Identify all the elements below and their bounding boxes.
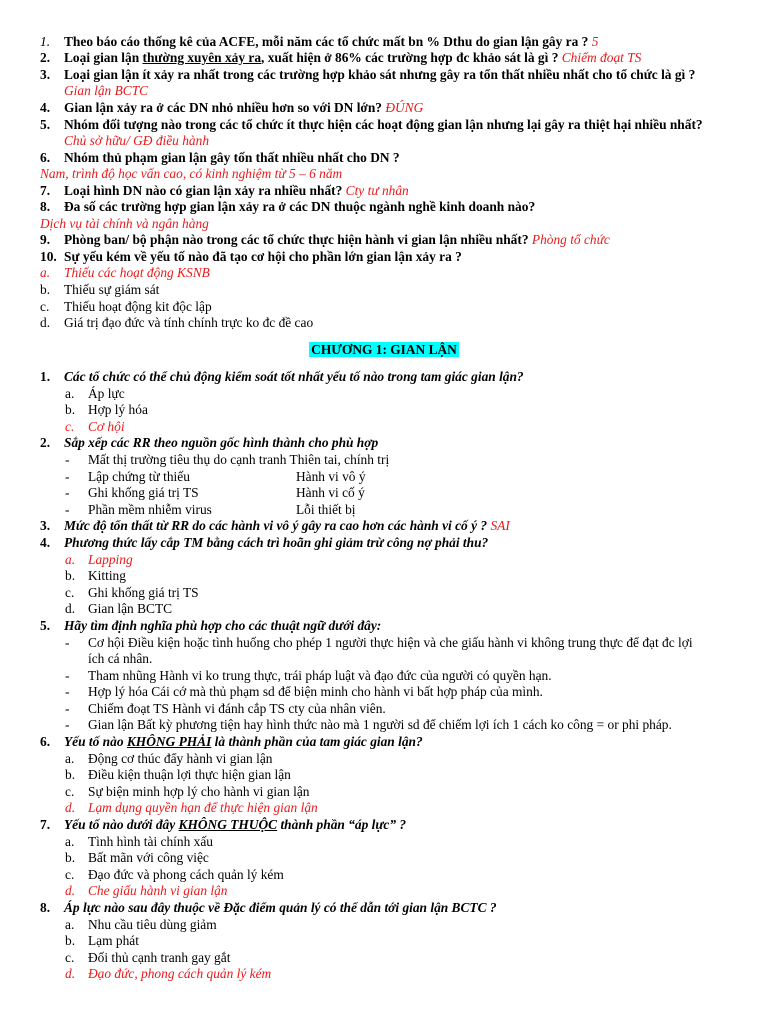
option-text: Lạm dụng quyền hạn để thực hiện gian lận	[88, 800, 318, 815]
question-text: Sắp xếp các RR theo nguồn gốc hình thành cho phù hợp	[64, 435, 379, 450]
item-number: 1.	[40, 369, 51, 384]
option-text: Sự biện minh hợp lý cho hành vi gian lận	[88, 784, 310, 799]
option-letter: a.	[65, 751, 75, 766]
definition-text: Gian lận Bất kỳ phương tiện hay hình thức nào mà 1 người sd để chiếm lợi ích 1 cách ko công = or phi pháp.	[88, 717, 672, 732]
option-letter: d.	[65, 601, 76, 616]
intro-item-3-answer	[64, 83, 148, 99]
question-text: Hãy tìm định nghĩa phù hợp cho các thuật ngữ dưới đây:	[64, 618, 382, 633]
item-number: 5.	[40, 618, 51, 633]
option-text: Áp lực	[88, 386, 125, 401]
question-text: là thành phần của tam giác gian lận?	[211, 734, 423, 749]
item-number: 7.	[40, 183, 51, 198]
item-number: 7.	[40, 817, 51, 832]
item-number: 3.	[40, 518, 51, 533]
question-text: Loại gian lận	[64, 50, 143, 65]
document-page: 1. Theo báo cáo thống kê của ACFE, mỗi năm các tổ chức mất bn % Dthu do gian lận gây ra ? 5 2. Loại gian lận thường xuyên xảy ra, xuất hiện ở 86% các trường hợp đc khảo sát là gì ? Chiếm đoạt TS 3. Loại gian lận ít xảy ra nhất trong các trường hợp khảo sát nhưng gây ra tổn thất nhiều nhất cho tổ chức là gì ? Gian lận BCTC 4. Gian lận xảy ra ở các DN nhỏ nhiều hơn so với DN lớn? ĐÚNG 5. Nhóm đối tượng nào trong các tổ chức ít thực hiện các hoạt động gian lận nhưng lại gây ra thiệt hại nhiều nhất? Chủ sở hữu/ GĐ điều hành 6. Nhóm thủ phạm gian lận gây tốn thất nhiều nhất cho DN ? Nam, trình độ học vấn cao, có kinh nghiệm từ 5 – 6 năm 7. Loại hình DN nào có gian lận xảy ra nhiều nhất? Cty tư nhân 8. Đa số các trường hợp gian lận xảy ra ở các DN thuộc ngành nghề kinh doanh nào? Dịch vụ tài chính và ngân hàng 9. Phòng ban/ bộ phận nào trong các tổ chức thực hiện hành vi gian lận nhiều nhất? Phòng tổ chức 10. Sự yếu kém về yếu tố nào đã tạo cơ hội cho phần lớn gian lận xảy ra ? a. Thiếu các hoạt động KSNB b. Thiếu sự giám sát c. Thiếu hoạt động kit độc lập d. Giá trị đạo đức và tính chính trực ko đc đề cao CHƯƠNG 1: GIAN LẬN 1. Các tổ chức có thể chủ động kiểm soát tốt nhất yếu tố nào trong tam giác gian lận? a. Áp lực b. Hợp lý hóa c. Cơ hội 2. Sắp xếp các RR theo nguồn gốc hình thành cho phù hợp - Mất thị trường tiêu thụ do cạnh tranh Thiên tai, chính trị - Lập chứng từ thiếu Hành vi vô ý - Ghi khống giá trị TS Hành vi cố ý - Phần mềm nhiễm virus Lỗi thiết bị 3. Mức độ tổn thất từ RR do các hành vi vô ý gây ra cao hơn các hành vi cố ý ? SAI 4. Phương thức lấy cắp TM bằng cách trì hoãn ghi giảm trừ công nợ phải thu? a. Lapping b. Kitting c. Ghi khống giá trị TS d. Gian lận BCTC 5. Hãy tìm định nghĩa phù hợp cho các thuật ngữ dưới đây: - Cơ hội Điều kiện hoặc tình huống cho phép 1 người thực hiện và che giấu hành vi không trung thực để đạt đc lợi ích cá nhân. - Tham nhũng Hành vi ko trung thực, trái pháp luật và đạo đức của người có quyền hạn. - Hợp lý hóa Cái cớ mà thủ phạm sd để biện minh cho hành vi bất hợp pháp của mình. - Chiếm đoạt TS Hành vi đánh cắp TS cty của nhân viên. - Gian lận Bất kỳ phương tiện hay hình thức nào mà 1 người sd để chiếm lợi ích 1 cách ko công = or phi pháp. 6. Yếu tố nào KHÔNG PHẢI là thành phần của tam giác gian lận? a. Động cơ thúc đẩy hành vi gian lận b. Điều kiện thuận lợi thực hiện gian lận c. Sự biện minh hợp lý cho hành vi gian lận d. Lạm dụng quyền hạn để thực hiện gian lận 7. Yếu tố nào dưới đây KHÔNG THUỘC thành phần “áp lực” ? a. Tình hình tài chính xấu b. Bất mãn với công việc c. Đạo đức và phong cách quản lý kém d. Che giấu hành vi gian lận 8. Áp lực nào sau đây thuộc về Đặc điểm quản lý có thể dẫn tới gian lận BCTC ? a. Nhu cầu tiêu dùng giảm b. Lạm phát c. Đối thủ cạnh tranh gay gắt d. Đạo đức, phong cách quản lý kém	[0, 0, 768, 1024]
option-letter: a.	[65, 834, 75, 849]
answer-text: Gian lận BCTC	[64, 83, 149, 98]
pair-right: Hành vi vô ý	[296, 469, 366, 484]
question-text: Yếu tố nào	[64, 734, 127, 749]
option-letter: a.	[65, 917, 75, 932]
option-letter: b.	[65, 933, 76, 948]
option-letter: b.	[65, 402, 76, 417]
option-letter: c.	[65, 784, 75, 799]
question-text: Áp lực nào sau đây thuộc về Đặc điểm quản lý có thể dẫn tới gian lận BCTC ?	[64, 900, 497, 915]
item-number: 9.	[40, 232, 51, 247]
question-text: Yếu tố nào dưới đây	[64, 817, 179, 832]
definition-text: Hợp lý hóa Cái cớ mà thủ phạm sd để biện minh cho hành vi bất hợp pháp của mình.	[88, 684, 543, 699]
option-text: Cơ hội	[88, 419, 125, 434]
option-text: Điều kiện thuận lợi thực hiện gian lận	[88, 767, 291, 782]
option-letter: b.	[40, 282, 51, 297]
chapter-heading	[0, 342, 768, 358]
item-number: 6.	[40, 150, 51, 165]
item-number: 5.	[40, 117, 51, 132]
option-text: Nhu cầu tiêu dùng giảm	[88, 917, 217, 932]
question-text: Loại gian lận ít xảy ra nhất trong các trường hợp khảo sát nhưng gây ra tổn thất nhiều nhất cho tổ chức là gì ?	[64, 67, 696, 82]
option-text: Động cơ thúc đẩy hành vi gian lận	[88, 751, 273, 766]
question-text: Theo báo cáo thống kê của ACFE, mỗi năm các tổ chức mất bn % Dthu do gian lận gây ra ?	[64, 34, 589, 49]
option-text: Giá trị đạo đức và tính chính trực ko đc đề cao	[64, 315, 314, 330]
question-text: thành phần “áp lực” ?	[277, 817, 407, 832]
pair-right: Hành vi cố ý	[296, 485, 365, 500]
question-text: Nhóm thủ phạm gian lận gây tốn thất nhiều nhất cho DN ?	[64, 150, 400, 165]
answer-text: Cty tư nhân	[345, 183, 409, 198]
question-text: Đa số các trường hợp gian lận xảy ra ở các DN thuộc ngành nghề kinh doanh nào?	[64, 199, 536, 214]
option-letter: c.	[65, 419, 75, 434]
option-text: Gian lận BCTC	[88, 601, 173, 616]
definition-text: Cơ hội Điều kiện hoặc tình huống cho phép 1 người thực hiện và che giấu hành vi không trung thực để đạt đc lợi	[88, 635, 693, 650]
option-text: Đối thủ cạnh tranh gay gắt	[88, 950, 231, 965]
option-letter: d.	[65, 800, 76, 815]
question-emphasis: KHÔNG PHẢI	[126, 734, 212, 749]
option-text: Thiếu sự giám sát	[64, 282, 160, 297]
option-text: Thiếu các hoạt động KSNB	[64, 265, 210, 280]
option-letter: b.	[65, 850, 76, 865]
item-number: 2.	[40, 435, 51, 450]
option-text: Đạo đức và phong cách quản lý kém	[88, 867, 284, 882]
option-text: Tình hình tài chính xấu	[88, 834, 213, 849]
item-number: 3.	[40, 67, 51, 82]
question-text: Gian lận xảy ra ở các DN nhỏ nhiều hơn so với DN lớn?	[64, 100, 382, 115]
option-text: Thiếu hoạt động kit độc lập	[64, 299, 212, 314]
option-letter: a.	[65, 386, 75, 401]
definition-text: Tham nhũng Hành vi ko trung thực, trái pháp luật và đạo đức của người có quyền hạn.	[88, 668, 552, 683]
option-text: Hợp lý hóa	[88, 402, 148, 417]
item-number: 1.	[40, 34, 51, 49]
option-letter: c.	[65, 950, 75, 965]
item-number: 10.	[40, 249, 57, 264]
question-text: Sự yếu kém về yếu tố nào đã tạo cơ hội cho phần lớn gian lận xảy ra ?	[64, 249, 462, 264]
item-number: 6.	[40, 734, 51, 749]
option-letter: c.	[65, 867, 75, 882]
question-text: Nhóm đối tượng nào trong các tổ chức ít thực hiện các hoạt động gian lận nhưng lại gây ra thiệt hại nhiều nhất?	[64, 117, 703, 132]
chapter-title: CHƯƠNG 1: GIAN LẬN	[311, 342, 457, 357]
option-text: Bất mãn với công việc	[88, 850, 209, 865]
option-text: Kitting	[88, 568, 126, 583]
option-letter: d.	[65, 966, 76, 981]
option-letter: b.	[65, 767, 76, 782]
item-number: 4.	[40, 100, 51, 115]
pair-left: Lập chứng từ thiếu	[88, 469, 190, 484]
answer-text: Chiếm đoạt TS	[561, 50, 642, 65]
option-text: Ghi khống giá trị TS	[88, 585, 199, 600]
answer-text: Dịch vụ tài chính và ngân hàng	[40, 216, 209, 231]
intro-item-5-answer	[64, 133, 209, 149]
item-number: 4.	[40, 535, 51, 550]
definition-text: ích cá nhân.	[88, 651, 153, 666]
answer-text: SAI	[490, 518, 510, 533]
item-number: 8.	[40, 199, 51, 214]
option-letter: a.	[40, 265, 51, 280]
pair-right: Lỗi thiết bị	[296, 502, 356, 517]
option-letter: c.	[65, 585, 75, 600]
intro-item-8-answer	[40, 216, 209, 232]
question-emphasis: thường xuyên xảy ra	[142, 50, 262, 65]
question-text: Loại hình DN nào có gian lận xảy ra nhiều nhất?	[64, 183, 343, 198]
question-text: Phương thức lấy cắp TM bằng cách trì hoãn ghi giảm trừ công nợ phải thu?	[64, 535, 489, 550]
option-letter: c.	[40, 299, 50, 314]
question-text: Các tổ chức có thể chủ động kiểm soát tốt nhất yếu tố nào trong tam giác gian lận?	[64, 369, 524, 384]
option-text: Lapping	[88, 552, 133, 567]
question-emphasis: KHÔNG THUỘC	[178, 817, 278, 832]
question-text: Mức độ tổn thất từ RR do các hành vi vô ý gây ra cao hơn các hành vi cố ý ?	[64, 518, 488, 533]
question-text: , xuất hiện ở 86% các trường hợp đc khảo sát là gì ?	[261, 50, 559, 65]
option-text: Đạo đức, phong cách quản lý kém	[88, 966, 272, 981]
answer-text: Nam, trình độ học vấn cao, có kinh nghiệm từ 5 – 6 năm	[40, 166, 343, 181]
item-number: 8.	[40, 900, 51, 915]
pair-left: Mất thị trường tiêu thụ do cạnh tranh Thiên tai, chính trị	[88, 452, 390, 467]
option-text: Che giấu hành vi gian lận	[88, 883, 228, 898]
answer-text: Chủ sở hữu/ GĐ điều hành	[64, 133, 210, 148]
item-number: 2.	[40, 50, 51, 65]
question-text: Phòng ban/ bộ phận nào trong các tổ chức thực hiện hành vi gian lận nhiều nhất?	[64, 232, 529, 247]
answer-text: ĐÚNG	[385, 100, 424, 115]
option-letter: b.	[65, 568, 76, 583]
option-letter: d.	[65, 883, 76, 898]
answer-text: 5	[591, 34, 599, 49]
definition-text: Chiếm đoạt TS Hành vi đánh cắp TS cty của nhân viên.	[88, 701, 386, 716]
pair-left: Phần mềm nhiễm virus	[88, 502, 212, 517]
pair-left: Ghi khống giá trị TS	[88, 485, 199, 500]
option-letter: a.	[65, 552, 76, 567]
option-letter: d.	[40, 315, 51, 330]
answer-text: Phòng tổ chức	[531, 232, 610, 247]
option-text: Lạm phát	[88, 933, 139, 948]
intro-item-6-answer	[40, 166, 342, 182]
